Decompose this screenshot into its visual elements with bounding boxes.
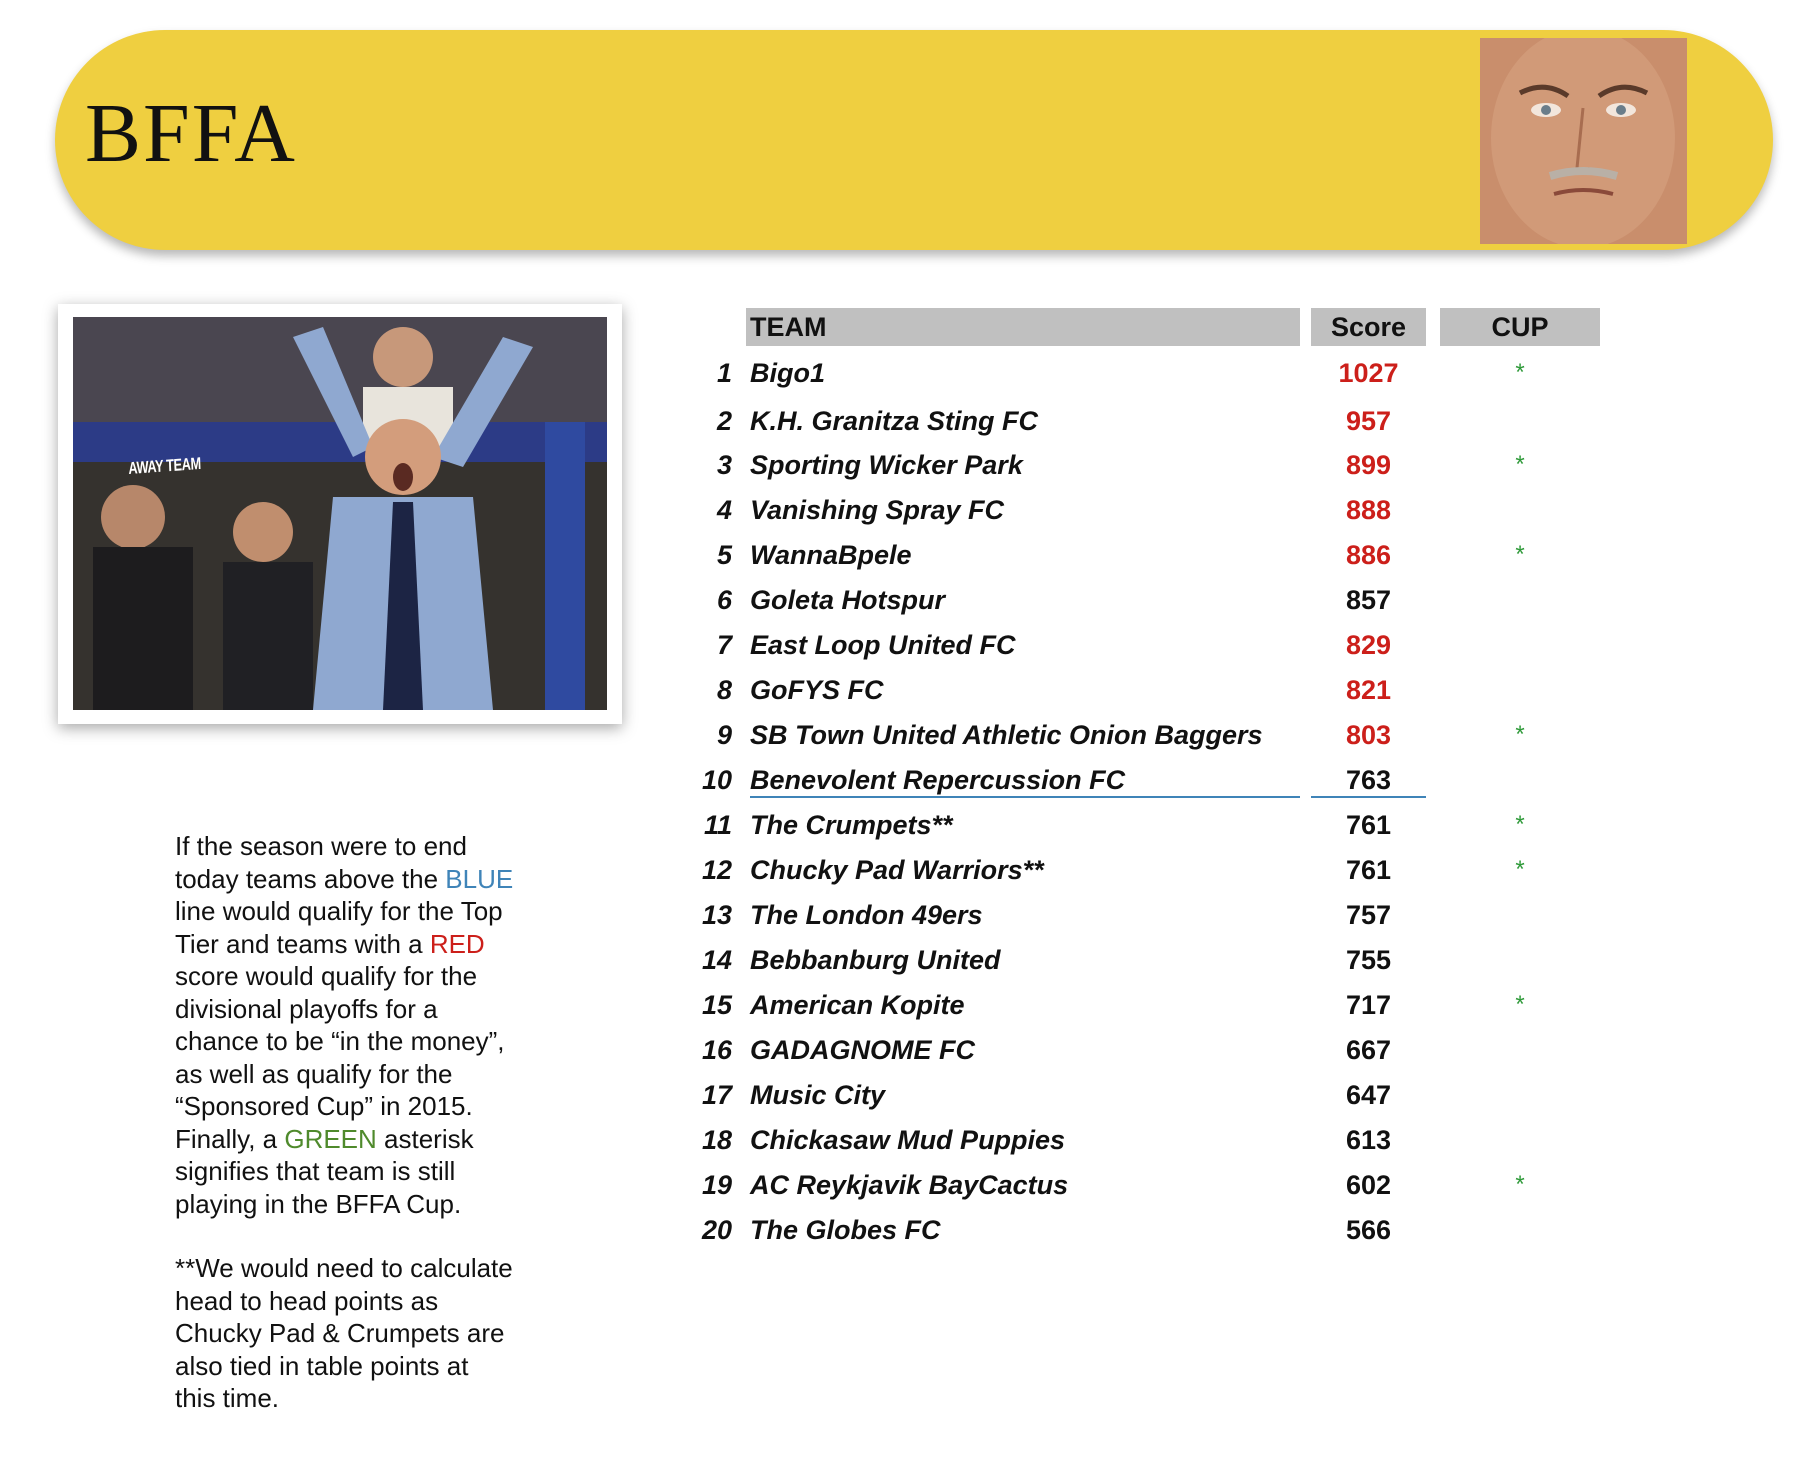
- score-cell: 761: [1345, 810, 1392, 840]
- team-cell: East Loop United FC: [750, 630, 1016, 660]
- rank-cell: 1: [716, 358, 732, 388]
- cup-asterisk: *: [1515, 991, 1525, 1018]
- table-row: [0, 895, 1814, 935]
- note-paragraph-1: If the season were to end today teams above the BLUE line would qualify for the Top Tier and teams with a RED score would qualify for the divisional playoffs for a chance to be “in the money”, as well as qualify for the “Sponsored Cup” in 2015. Finally, a GREEN asterisk signifies that team is still playing in the BFFA Cup.: [175, 831, 514, 1219]
- team-cell: The Crumpets**: [750, 810, 953, 840]
- score-cell: 899: [1345, 450, 1392, 480]
- table-row: [0, 850, 1814, 890]
- score-cell: 821: [1345, 675, 1392, 705]
- column-header-team: TEAM: [746, 308, 1300, 346]
- cup-asterisk: *: [1515, 1171, 1525, 1198]
- score-cell: 613: [1345, 1125, 1392, 1155]
- team-cell: Chickasaw Mud Puppies: [750, 1125, 1066, 1155]
- cup-asterisk: *: [1515, 541, 1525, 568]
- table-row: [0, 535, 1814, 575]
- red-word: RED: [429, 928, 485, 959]
- blue-word: BLUE: [445, 863, 514, 894]
- table-row: [0, 1165, 1814, 1205]
- table-row: [0, 985, 1814, 1025]
- score-cell: 667: [1345, 1035, 1392, 1065]
- rank-cell: 11: [703, 810, 732, 840]
- team-cell: The London 49ers: [750, 900, 983, 930]
- team-cell: Goleta Hotspur: [750, 585, 946, 615]
- team-cell: Music City: [750, 1080, 886, 1110]
- cup-asterisk: *: [1515, 811, 1525, 838]
- cup-asterisk: *: [1515, 856, 1525, 883]
- column-header-cup: CUP: [1440, 308, 1600, 346]
- team-cell: SB Town United Athletic Onion Baggers: [750, 720, 1263, 750]
- team-cell: AC Reykjavik BayCactus: [750, 1170, 1069, 1200]
- away-team-sign: AWAY TEAM: [128, 453, 202, 478]
- team-cell: The Globes FC: [750, 1215, 941, 1245]
- team-cell: Sporting Wicker Park: [750, 450, 1023, 480]
- score-cell: 761: [1345, 855, 1392, 885]
- score-cell: 888: [1345, 495, 1392, 525]
- score-cell: 717: [1345, 990, 1392, 1020]
- table-row: [0, 625, 1814, 665]
- score-cell: 757: [1345, 900, 1392, 930]
- team-cell: American Kopite: [750, 990, 965, 1020]
- rank-cell: 17: [701, 1080, 732, 1110]
- table-row: [0, 1120, 1814, 1160]
- rank-cell: 8: [716, 675, 732, 705]
- score-cell: 755: [1345, 945, 1392, 975]
- table-row: [0, 353, 1814, 393]
- portrait-image: [1480, 38, 1687, 244]
- table-row: [0, 715, 1814, 755]
- cup-asterisk: *: [1515, 451, 1525, 478]
- score-cell: 829: [1345, 630, 1392, 660]
- rank-cell: 12: [701, 855, 732, 885]
- table-row: [0, 1075, 1814, 1115]
- rank-cell: 18: [701, 1125, 732, 1155]
- score-cell: 803: [1345, 720, 1392, 750]
- score-cell: 957: [1345, 406, 1392, 436]
- team-cell: WannaBpele: [750, 540, 912, 570]
- table-row: [0, 760, 1814, 800]
- rank-cell: 20: [701, 1215, 732, 1245]
- portrait-face: [1480, 38, 1687, 244]
- top-tier-cutoff-line-score: [1311, 796, 1426, 798]
- table-row: [0, 580, 1814, 620]
- green-word: GREEN: [284, 1123, 377, 1154]
- rank-cell: 6: [716, 585, 732, 615]
- rank-cell: 7: [716, 630, 732, 660]
- table-row: [0, 401, 1814, 441]
- score-cell: 763: [1345, 765, 1392, 795]
- team-cell: Benevolent Repercussion FC: [750, 765, 1126, 795]
- table-row: [0, 445, 1814, 485]
- score-cell: 886: [1345, 540, 1392, 570]
- score-cell: 647: [1345, 1080, 1392, 1110]
- score-cell: 566: [1345, 1215, 1392, 1245]
- table-row: [0, 670, 1814, 710]
- rank-cell: 14: [701, 945, 732, 975]
- note-paragraph-2: **We would need to calculate head to head points as Chucky Pad & Crumpets are also tied in table points at this time.: [175, 1253, 513, 1413]
- table-row: [0, 490, 1814, 530]
- column-header-score: Score: [1311, 308, 1426, 346]
- table-row: [0, 1210, 1814, 1250]
- team-cell: Chucky Pad Warriors**: [750, 855, 1044, 885]
- table-row: [0, 805, 1814, 845]
- team-cell: GADAGNOME FC: [750, 1035, 975, 1065]
- rank-cell: 13: [701, 900, 732, 930]
- score-cell: 857: [1345, 585, 1392, 615]
- score-cell: 1027: [1338, 358, 1399, 388]
- rank-cell: 3: [716, 450, 732, 480]
- cup-asterisk: *: [1515, 721, 1525, 748]
- team-cell: GoFYS FC: [750, 675, 884, 705]
- rank-cell: 15: [701, 990, 732, 1020]
- rank-cell: 19: [701, 1170, 732, 1200]
- table-row: [0, 1030, 1814, 1070]
- rank-cell: 5: [716, 540, 732, 570]
- rank-cell: 9: [716, 720, 732, 750]
- score-cell: 602: [1345, 1170, 1392, 1200]
- top-tier-cutoff-line-team: [750, 796, 1300, 798]
- rank-cell: 2: [716, 406, 732, 436]
- rank-cell: 10: [701, 765, 732, 795]
- rank-cell: 16: [701, 1035, 732, 1065]
- team-cell: Bigo1: [750, 358, 826, 388]
- team-cell: Bebbanburg United: [750, 945, 1001, 975]
- rank-cell: 4: [716, 495, 732, 525]
- page-title: BFFA: [85, 87, 297, 180]
- team-cell: Vanishing Spray FC: [750, 495, 1005, 525]
- table-row: [0, 940, 1814, 980]
- cup-asterisk: *: [1515, 359, 1525, 386]
- team-cell: K.H. Granitza Sting FC: [750, 406, 1039, 436]
